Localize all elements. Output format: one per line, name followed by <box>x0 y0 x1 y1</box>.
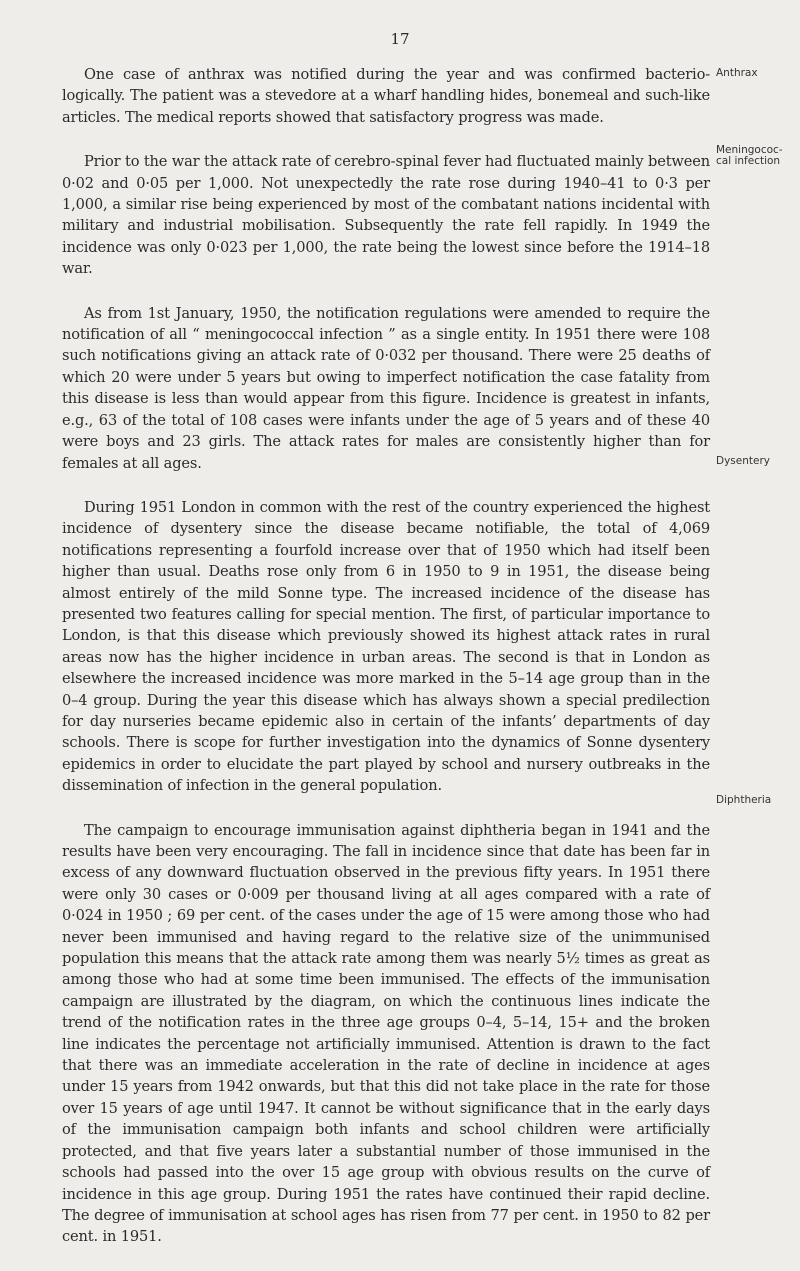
document-body <box>62 64 710 1271</box>
paragraph-anthrax: One case of anthrax was notified during the year and was confirmed bacterio-logically. The patient was a stevedore at a wharf handling hides, bonemeal and such-like articles. The medical reports showed that satisfactory progress was made. <box>62 66 710 126</box>
paragraph-diphtheria: The campaign to encourage immunisation against diphtheria began in 1941 and the results have been very encouraging. The fall in incidence since that date has been far in excess of any downward fluctuation observed in the previous fifty years. In 1951 there were only 30 cases or 0·009 per thousand living at all ages compared with a rate of 0·024 in 1950 ; 69 per cent. of the cases under the age of 15 were among those who had never been immunised and having regard to the relative size of the unimmunised population this means that the attack rate among them was nearly 5½ times as great as among those who had at some time been immunised. The effects of the immunisation campaign are illustrated by the diagram, on which the continuous lines indicate the trend of the notification rates in the three age groups 0–4, 5–14, 15+ and the broken line indicates the percentage not artificially immunised. Attention is drawn to the fact that there was an immediate acceleration in the rate of decline in incidence at ages under 15 years from 1942 onwards, but that this did not take place in the rate for those over 15 years of age until 1947. It cannot be without significance that in the early days of the immunisation campaign both infants and school children were artificially protected, and that five years later a substantial number of those immunised in the schools had passed into the over 15 age group with obvious results on the curve of incidence in this age group. During 1951 the rates have continued their rapid decline. The degree of immunisation at school ages has risen from 77 per cent. in 1950 to 82 per cent. in 1951. <box>62 821 710 1246</box>
paragraph-meningococcal-notification: As from 1st January, 1950, the notification regulations were amended to require the notification of all “ meningococcal infection ” as a single entity. In 1951 there were 108 such notifications giving an attack rate of 0·032 per thousand. There were 25 deaths of which 20 were under 5 years but owing to imperfect notification the case fatality from this disease is less than would appear from this figure. Incidence is greatest in infants, e.g., 63 of the total of 108 cases were infants under the age of 5 years and of these 40 were boys and 23 girls. The attack rates for males are consistently higher than for females at all ages. <box>62 304 710 472</box>
margin-note-dysentery: Dysentery <box>716 455 770 467</box>
margin-note-meningococcal: Meningococ-cal infection <box>716 144 783 167</box>
margin-note-anthrax: Anthrax <box>716 67 758 79</box>
page-number: 17 <box>390 30 410 48</box>
paragraph-meningococcal-prewar: Prior to the war the attack rate of cerebro-spinal fever had fluctuated mainly between 0·02 and 0·05 per 1,000. Not unexpectedly the rate rose during 1940–41 to 0·3 per 1,000, a similar rise being experienced by most of the combatant nations incidental with military and industrial mobilisation. Subsequently the rate fell rapidly. In 1949 the incidence was only 0·023 per 1,000, the rate being the lowest since before the 1914–18 war. <box>62 153 710 278</box>
paragraph-dysentery: During 1951 London in common with the rest of the country experienced the highest incidence of dysentery since the disease became notifiable, the total of 4,069 notifications representing a fourfold increase over that of 1950 which had itself been higher than usual. Deaths rose only from 6 in 1950 to 9 in 1951, the disease being almost entirely of the mild Sonne type. The increased incidence of the disease has presented two features calling for special mention. The first, of particular importance to London, is that this disease which previously showed its highest attack rates in rural areas now has the higher incidence in urban areas. The second is that in London as elsewhere the increased incidence was more marked in the 5–14 age group than in the 0–4 group. During the year this disease which has always shown a special predilection for day nurseries became epidemic also in certain of the infants’ departments of day schools. There is scope for further investigation into the dynamics of Sonne dysentery epidemics in order to elucidate the part played by school and nursery outbreaks in the dissemination of infection in the general population. <box>62 498 710 795</box>
margin-note-diphtheria: Diphtheria <box>716 794 772 806</box>
